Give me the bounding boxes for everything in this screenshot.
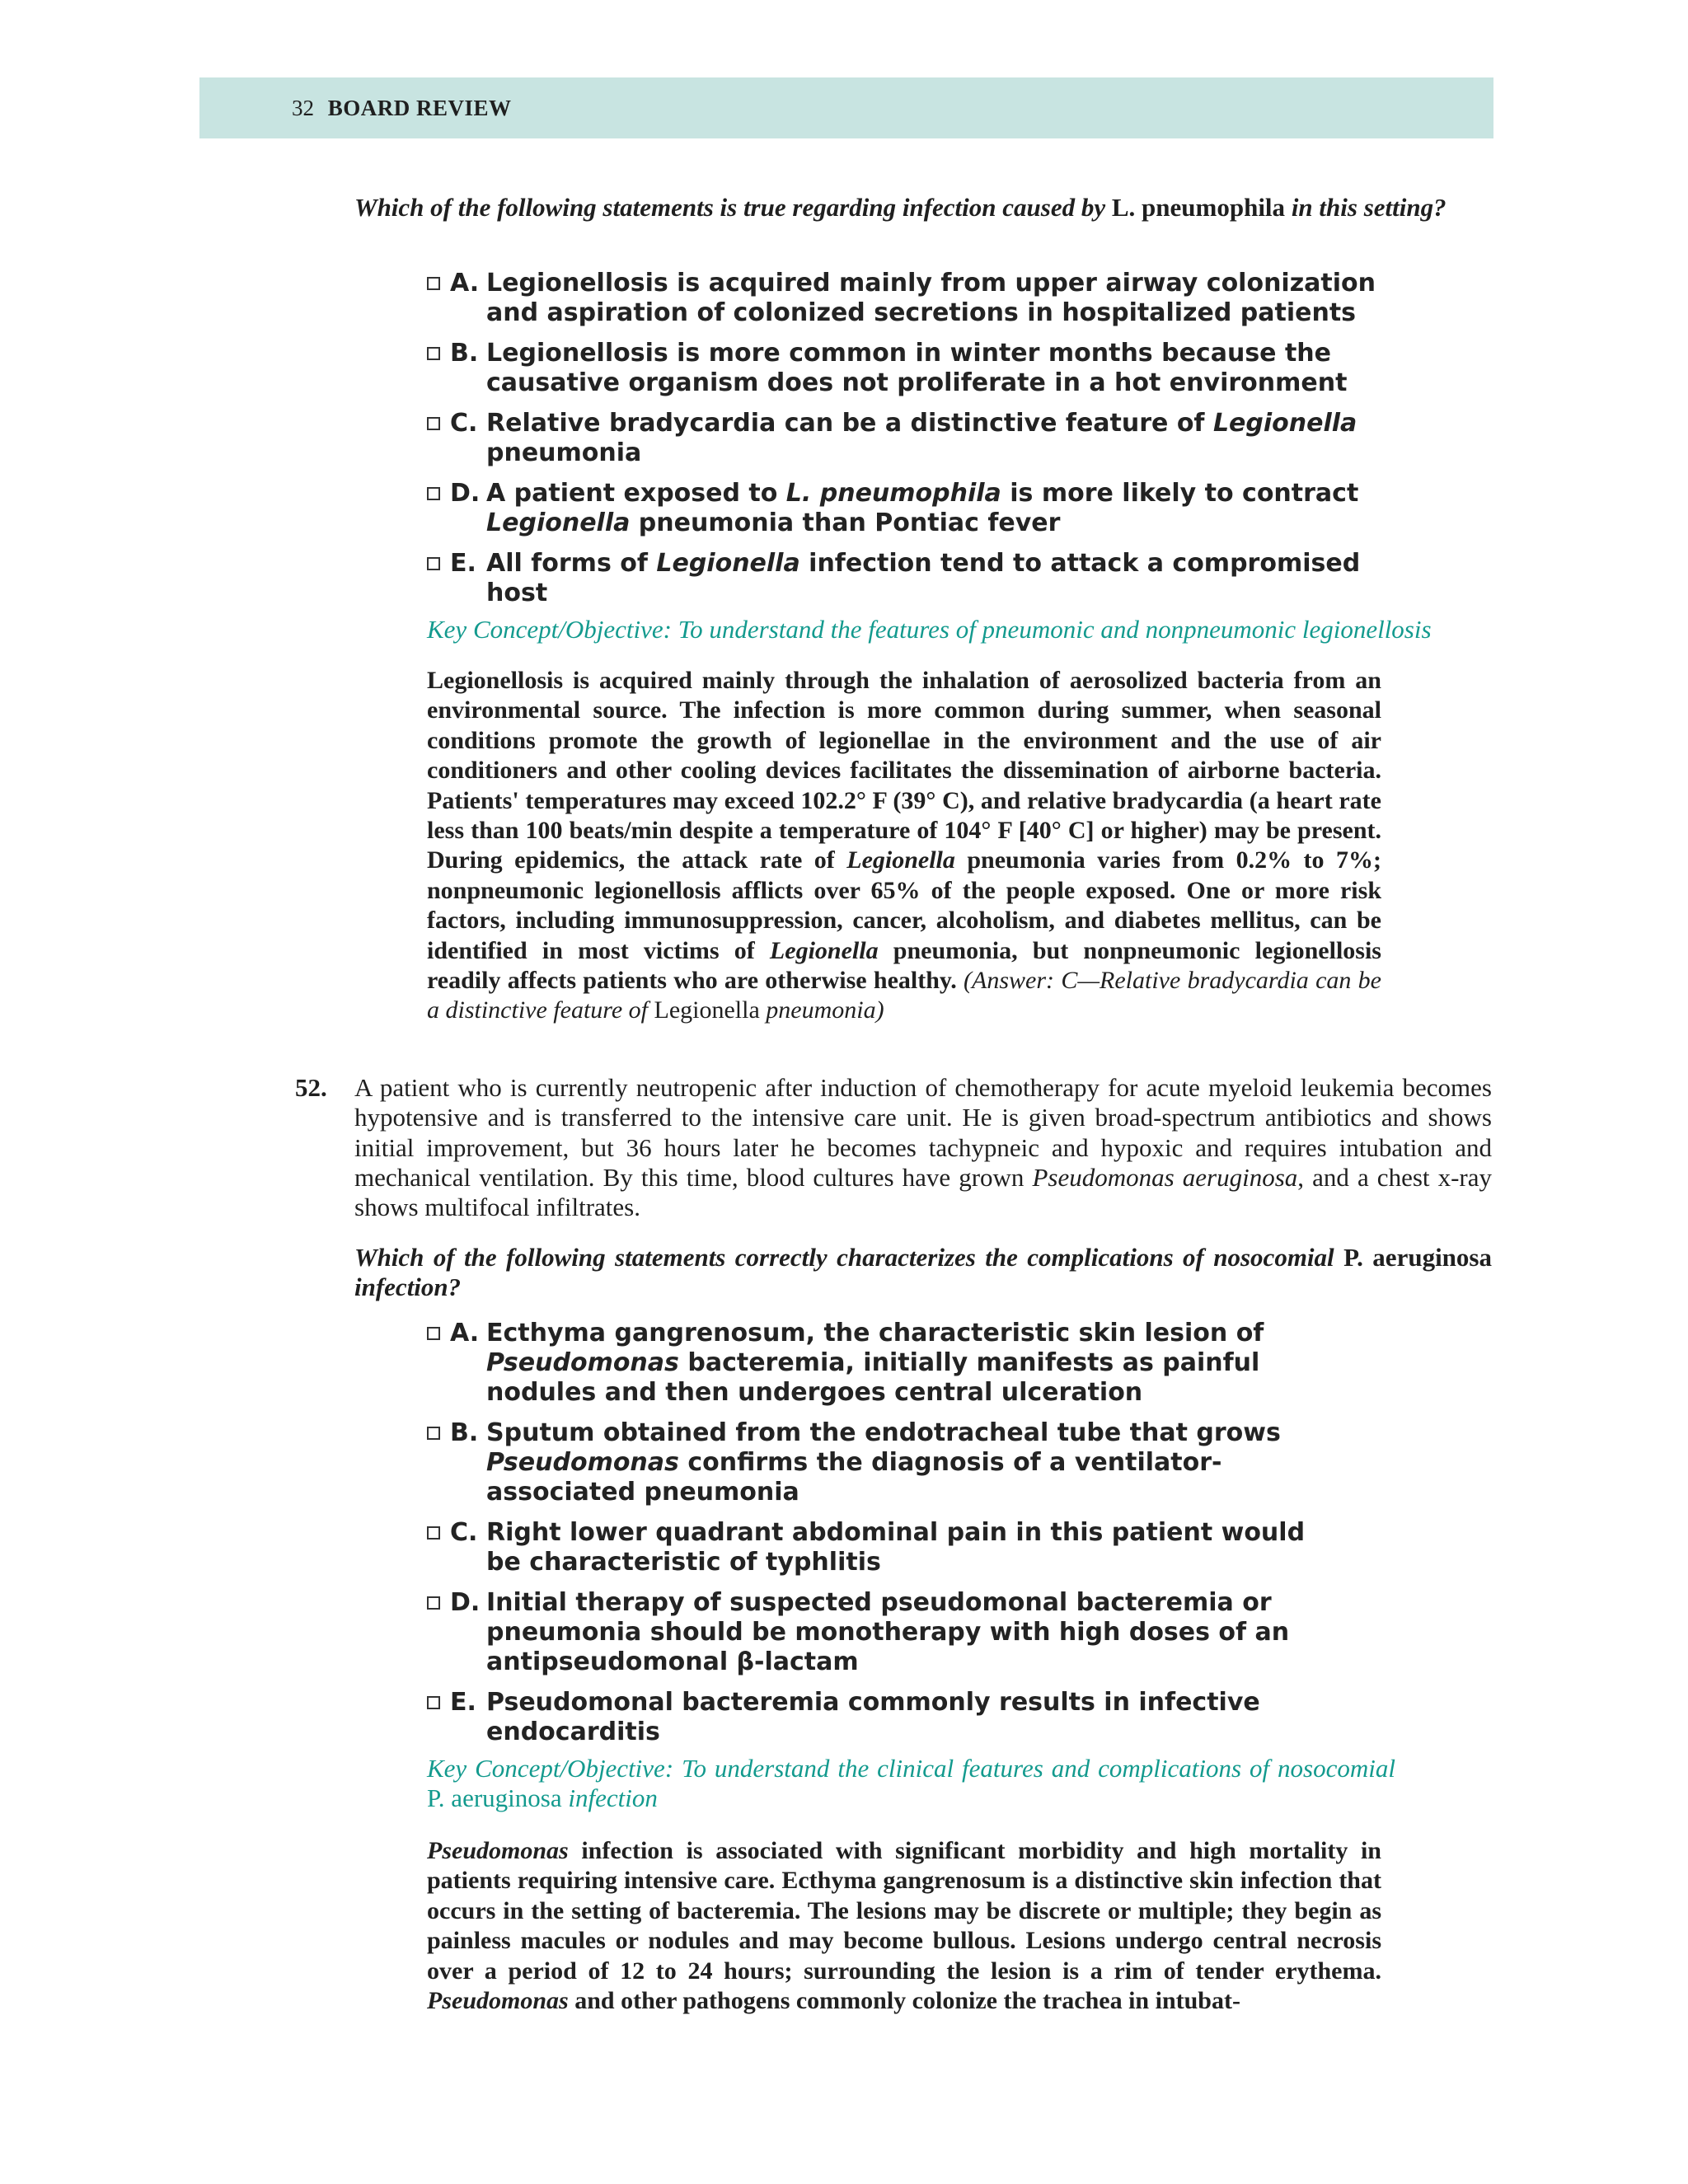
option-text-part: A patient exposed to xyxy=(486,479,786,508)
q51-stem-text-b: in this setting? xyxy=(1285,193,1447,222)
option-text-part: All forms of xyxy=(486,549,657,578)
option-letter: A. xyxy=(450,1319,480,1347)
option-text-part: pneumonia xyxy=(486,438,642,467)
option-text xyxy=(486,269,1380,328)
option-text-part: Right lower quadrant abdominal pain in this patient would be characteristic of typhlitis xyxy=(486,1518,1306,1577)
q51-stem-organism: L. pneumophila xyxy=(1111,193,1286,222)
page-number: 32 xyxy=(292,96,314,120)
q52-key-organism: P. aeruginosa xyxy=(427,1783,562,1812)
running-header xyxy=(199,77,1493,138)
q51-answer-text-a: (Answer: C—Relative bradycardia can be a distinctive feature of xyxy=(427,967,1381,1024)
checkbox-icon[interactable] xyxy=(427,1327,440,1340)
q52-question-text xyxy=(354,1073,1492,1222)
option-text-part: bacteremia, initially manifests as painful nodules and then undergoes central ulceration xyxy=(486,1348,1260,1407)
q51-stem-text-a: Which of the following statements is true regarding infection caused by xyxy=(354,193,1112,222)
q52-text-organism: Pseudomonas aeruginosa xyxy=(1032,1162,1298,1192)
option-organism: Legionella xyxy=(656,549,800,578)
q52-key-text-b: infection xyxy=(561,1783,658,1812)
q52-option-c[interactable] xyxy=(424,1518,1347,1577)
option-letter: C. xyxy=(450,409,478,438)
checkbox-icon[interactable] xyxy=(427,557,440,570)
q52-options xyxy=(424,1319,1347,1758)
q51-answer-organism: Legionella xyxy=(654,996,760,1024)
option-letter: A. xyxy=(450,269,480,298)
checkbox-icon[interactable] xyxy=(427,347,440,360)
q52-explanation xyxy=(427,1836,1381,2016)
option-letter: C. xyxy=(450,1518,478,1547)
option-text-part: Initial therapy of suspected pseudomonal bacteremia or pneumonia should be monotherapy with high doses of an antipseudomonal β-lactam xyxy=(486,1588,1290,1676)
q52-option-b[interactable] xyxy=(424,1418,1347,1507)
q51-options xyxy=(424,269,1380,619)
q52-option-a[interactable] xyxy=(424,1319,1347,1408)
q51-expl-organism-1: Legionella xyxy=(846,846,955,874)
option-organism: Legionella xyxy=(1212,409,1357,438)
q52-option-e[interactable] xyxy=(424,1688,1347,1747)
option-text xyxy=(486,1518,1347,1577)
option-text xyxy=(486,1588,1347,1677)
q51-option-a[interactable] xyxy=(424,269,1380,328)
q52-key-concept xyxy=(427,1754,1395,1813)
q52-option-d[interactable] xyxy=(424,1588,1347,1677)
q51-expl-text-b: pneumonia varies from 0.2% to 7%; nonpneumonic legionellosis afflicts over 65% of the people exposed. One or more risk factors, including immunosuppression, cancer, alcoholism, and diabetes mellitus, can be identified in most victims of xyxy=(427,846,1381,964)
option-text-part: pneumonia than Pontiac fever xyxy=(630,509,1061,537)
checkbox-icon[interactable] xyxy=(427,1596,440,1610)
option-text-part: is more likely to contract xyxy=(1001,479,1359,508)
option-organism: Pseudomonas xyxy=(486,1348,679,1377)
option-letter: E. xyxy=(450,549,476,578)
section-title: BOARD REVIEW xyxy=(327,96,512,120)
q52-text-b: , and a chest x-ray shows multifocal infiltrates. xyxy=(354,1162,1492,1222)
option-text-part: confirms the diagnosis of a ventilator-associated pneumonia xyxy=(486,1448,1222,1507)
q51-answer-text-b: pneumonia) xyxy=(759,996,884,1024)
option-text-part: Pseudomonal bacteremia commonly results in infective endocarditis xyxy=(486,1688,1260,1746)
q51-key-concept: Key Concept/Objective: To understand the features of pneumonic and nonpneumonic legionellosis xyxy=(427,615,1432,644)
option-text-part: Legionellosis is more common in winter months because the causative organism does not proliferate in a hot environment xyxy=(486,339,1348,397)
option-text-part: Ecthyma gangrenosum, the characteristic skin lesion of xyxy=(486,1319,1264,1347)
q52-expl-organism-1: Pseudomonas xyxy=(427,1837,569,1864)
q52-stem-text-a: Which of the following statements correctly characterizes the complications of nosocomial xyxy=(354,1243,1344,1272)
option-text-part: Sputum obtained from the endotracheal tube that grows xyxy=(486,1418,1281,1447)
option-letter: E. xyxy=(450,1688,476,1717)
q51-option-e[interactable] xyxy=(424,549,1380,608)
q52-text-a: A patient who is currently neutropenic after induction of chemotherapy for acute myeloid leukemia becomes hypotensive and is transferred to the intensive care unit. He is given broad-spectrum antibiotics and shows initial improvement, but 36 hours later he becomes tachypneic and hypoxic and requires intubation and mechanical ventilation. By this time, blood cultures have grown xyxy=(354,1073,1492,1192)
q52-stem-organism: P. aeruginosa xyxy=(1343,1243,1492,1272)
checkbox-icon[interactable] xyxy=(427,277,440,290)
checkbox-icon[interactable] xyxy=(427,487,440,500)
q51-option-b[interactable] xyxy=(424,339,1380,398)
option-organism: Pseudomonas xyxy=(486,1448,679,1477)
option-text xyxy=(486,1319,1347,1408)
q52-expl-text-a: infection is associated with significant morbidity and high mortality in patients requiring intensive care. Ecthyma gangrenosum is a distinctive skin infection that occurs in the setting of bacteremia. The lesions may be discrete or multiple; they begin as painless macules or nodules and may become bullous. Lesions undergo central necrosis over a period of 12 to 24 hours; surrounding the lesion is a rim of tender erythema. xyxy=(427,1837,1381,1985)
q51-expl-text-a: Legionellosis is acquired mainly through the inhalation of aerosolized bacteria from an environmental source. The infection is more common during summer, when seasonal conditions promote the growth of legionellae in the environment and the use of air conditioners and other cooling devices facilitates the dissemination of airborne bacteria. Patients' temperatures may exceed 102.2° F (39° C), and relative bradycardia (a heart rate less than 100 beats/min despite a temperature of 104° F [40° C] or higher) may be present. During epidemics, the attack rate of xyxy=(427,667,1381,874)
option-text-part: Legionellosis is acquired mainly from upper airway colonization and aspiration of colonized secretions in hospitalized patients xyxy=(486,269,1376,327)
header-text xyxy=(292,94,512,122)
q51-option-d[interactable] xyxy=(424,479,1380,538)
checkbox-icon[interactable] xyxy=(427,1427,440,1440)
q52-stem-text-b: infection? xyxy=(354,1272,462,1301)
q52-expl-organism-2: Pseudomonas xyxy=(427,1987,569,2015)
q51-stem xyxy=(354,193,1451,223)
option-organism: L. pneumophila xyxy=(785,479,1001,508)
option-text xyxy=(486,1418,1347,1507)
option-organism: Legionella xyxy=(486,509,631,537)
option-text xyxy=(486,409,1380,468)
option-text xyxy=(486,339,1380,398)
checkbox-icon[interactable] xyxy=(427,417,440,430)
q51-option-c[interactable] xyxy=(424,409,1380,468)
option-text xyxy=(486,1688,1347,1747)
option-letter: B. xyxy=(450,339,479,368)
option-text-part: infection tend to attack a compromised host xyxy=(486,549,1361,607)
option-text xyxy=(486,479,1380,538)
option-letter: B. xyxy=(450,1418,479,1447)
option-text-part: Relative bradycardia can be a distinctive feature of xyxy=(486,409,1213,438)
q52-stem xyxy=(354,1243,1492,1302)
checkbox-icon[interactable] xyxy=(427,1696,440,1709)
q51-expl-text-c: pneumonia, but nonpneumonic legionellosis readily affects patients who are otherwise healthy. xyxy=(427,936,1381,995)
q51-explanation xyxy=(427,666,1381,1026)
q52-expl-text-b: and other pathogens commonly colonize the trachea in intubat- xyxy=(568,1987,1240,2015)
q51-expl-organism-2: Legionella xyxy=(769,936,879,964)
q52-key-text-a: Key Concept/Objective: To understand the clinical features and complications of nosocomial xyxy=(427,1754,1395,1783)
option-letter: D. xyxy=(450,479,481,508)
checkbox-icon[interactable] xyxy=(427,1526,440,1540)
option-letter: D. xyxy=(450,1588,481,1617)
option-text xyxy=(486,549,1380,608)
q52-number: 52. xyxy=(295,1073,327,1102)
